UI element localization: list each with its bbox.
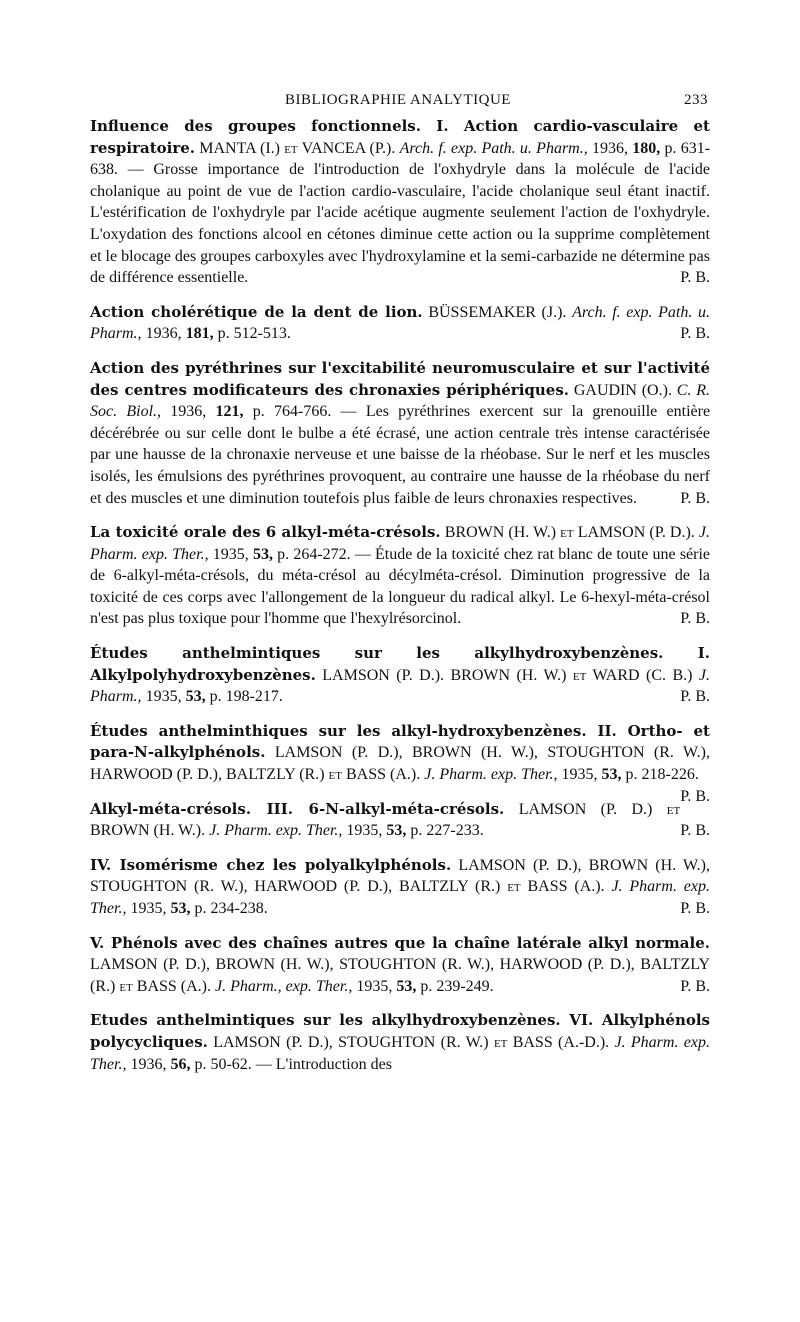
entry-signature: P. B. <box>680 610 710 628</box>
entry-authors: LAMSON (P. D.), STOUGHTON (R. W.) et BASS (A.-D.). <box>213 1033 610 1051</box>
entry-journal: J. Pharm. exp. Ther., <box>209 822 343 840</box>
bibliography-entry <box>90 721 711 805</box>
bibliography-entry <box>90 643 710 708</box>
entry-pages: p. 198-217. <box>209 688 283 706</box>
bibliography-entries <box>90 116 710 1088</box>
running-head <box>88 92 708 114</box>
entry-year: 1936, <box>170 403 207 421</box>
entry-authors: LAMSON (P. D.). BROWN (H. W.) et WARD (C. B.) <box>322 666 693 684</box>
entry-volume: 181, <box>185 325 214 343</box>
entry-authors: GAUDIN (O.). <box>573 381 672 399</box>
entry-volume: 53, <box>396 977 417 995</box>
entry-pages: p. 512-513. <box>217 325 291 343</box>
entry-journal: J. Pharm., exp. Ther., <box>215 977 353 995</box>
entry-volume: 180, <box>632 139 661 157</box>
page-number: 233 <box>684 92 708 108</box>
entry-abstract: — L'introduction des <box>255 1055 392 1073</box>
entry-abstract: — Étude de la toxicité chez rat blanc de toute une série de 6-alkyl-méta-crésols, du méta-crésol au décylméta-crésol. Diminution progressive de la toxicité de ces corps avec l'allongement de la longueur du radical alkyl. Le 6-hexyl-méta-crésol n'est pas plus toxique pour l'homme que l'hexylrésorcinol. <box>90 545 711 628</box>
entry-authors: LAMSON (P. D.), BROWN (H. W.), STOUGHTON (R. W.), HARWOOD (P. D.), BALTZLY (R.) et BASS (A.). <box>90 744 711 784</box>
entry-title: Influence des groupes fonctionnels. I. Action cardio-vasculaire et respiratoire. <box>90 117 710 157</box>
entry-volume: 56, <box>170 1055 191 1073</box>
entry-journal: J. Pharm. exp. Ther., <box>90 524 711 563</box>
entry-signature: P. B. <box>680 787 710 805</box>
entry-year: 1935, <box>212 545 249 563</box>
entry-journal: J. Pharm. exp. Ther., <box>90 878 710 917</box>
entry-authors: MANTA (I.) et VANCEA (P.). <box>199 139 396 157</box>
entry-pages: p. 50-62. <box>194 1055 252 1073</box>
entry-year: 1935, <box>346 822 383 840</box>
entry-volume: 121, <box>215 403 244 421</box>
entry-journal: C. R. Soc. Biol., <box>90 381 711 421</box>
entry-authors: LAMSON (P. D.), BROWN (H. W.), STOUGHTON (R. W.), HARWOOD (P. D.), BALTZLY (R.) et BASS (A.). <box>90 856 711 896</box>
entry-year: 1936, <box>145 325 182 343</box>
entry-signature: P. B. <box>680 489 710 507</box>
entry-journal: J. Pharm., <box>90 666 710 706</box>
entry-pages: p. 227-233. <box>410 822 484 840</box>
entry-pages: p. 234-238. <box>194 900 268 917</box>
entry-volume: 53, <box>386 822 407 840</box>
entry-title: Études anthelmintiques sur les alkylhydroxybenzènes. I. Alkylpolyhydroxybenzènes. <box>90 644 710 684</box>
entry-authors: BROWN (H. W.) et LAMSON (P. D.). <box>444 524 695 542</box>
entry-year: 1936, <box>591 139 628 157</box>
entry-signature: P. B. <box>680 688 710 706</box>
bibliography-entry <box>90 933 710 998</box>
entry-title: Action des pyréthrines sur l'excitabilité neuromusculaire et sur l'activité des centres modificateurs des chronaxies périphériques. <box>90 358 710 399</box>
bibliography-entry <box>90 116 710 289</box>
bibliography-entry <box>90 302 710 345</box>
entry-abstract: — Les pyréthrines exercent sur la grenouille entière décérébrée ou sur celle dont le bulbe a été écrasé, une action centrale très intense caractérisée par une hausse de la chronaxie nerveuse et une baisse de la rhéobase. Sur le nerf et les muscles isolés, les émulsions des pyréthrines provoquent, au contraire une hausse de la rhéobase du nerf et des muscles et une diminution toutefois plus faible de leurs chronaxies respectives. <box>90 403 711 507</box>
entry-authors: BÜSSEMAKER (J.). <box>428 303 567 321</box>
bibliography-entry <box>90 358 710 509</box>
bibliography-entry <box>90 799 710 842</box>
entry-journal: J. Pharm. exp. Ther., <box>424 766 558 784</box>
entry-volume: 53, <box>170 900 191 917</box>
entry-signature: P. B. <box>680 325 710 343</box>
entry-pages: p. 631-638. <box>90 139 711 179</box>
entry-pages: p. 218-226. <box>625 766 699 784</box>
bibliography-entry <box>90 855 710 920</box>
entry-title: Action cholérétique de la dent de lion. <box>90 302 423 321</box>
entry-journal: Arch. f. exp. Path. u. Pharm., <box>399 139 588 157</box>
entry-title: Alkyl-méta-crésols. III. 6-N-alkyl-méta-crésols. <box>90 799 505 818</box>
bibliography-entry <box>90 1010 710 1075</box>
entry-year: 1935, <box>561 766 598 784</box>
entry-volume: 53, <box>601 766 622 784</box>
entry-pages: p. 264-272. <box>277 545 351 563</box>
entry-year: 1935, <box>356 977 393 995</box>
entry-signature: P. B. <box>680 269 710 287</box>
entry-title: V. Phénols avec des chaînes autres que la chaîne latérale alkyl normale. <box>90 933 710 952</box>
entry-year: 1935, <box>145 688 182 706</box>
entry-journal: Arch. f. exp. Path. u. Pharm., <box>90 303 710 343</box>
entry-pages: p. 764-766. <box>252 403 332 421</box>
entry-signature: P. B. <box>680 900 710 917</box>
entry-authors: LAMSON (P. D.), BROWN (H. W.), STOUGHTON (R. W.), HARWOOD (P. D.), BALTZLY (R.) et BASS (A.). <box>90 956 710 995</box>
entry-authors: LAMSON (P. D.) et BROWN (H. W.). <box>90 800 681 840</box>
entry-pages: p. 239-249. <box>420 977 494 995</box>
entry-title: Etudes anthelmintiques sur les alkylhydroxybenzènes. VI. Alkylphénols polycycliques. <box>90 1011 710 1051</box>
entry-year: 1935, <box>130 900 167 917</box>
entry-signature: P. B. <box>680 822 710 840</box>
entry-signature: P. B. <box>680 977 710 995</box>
entry-volume: 53, <box>252 545 273 563</box>
running-title: BIBLIOGRAPHIE ANALYTIQUE <box>285 92 511 108</box>
entry-volume: 53, <box>185 688 206 706</box>
entry-title: IV. Isomérisme chez les polyalkylphénols. <box>90 855 452 874</box>
entry-abstract: — Grosse importance de l'introduction de l'oxhydryle dans la molécule de l'acide cholanique au point de vue de l'action cardio-vasculaire, l'acide cholanique seul étant inactif. L'estérification de l'oxhydryle par l'acide acétique augmente seulement l'action de l'oxhydryle. L'oxydation des fonctions alcool en cétones diminue cette action ou la supprime complètement et le blocage des groupes carboxyles avec l'hydroxylamine et la semi-carbazide ne détermine pas de différence essentielle. <box>90 161 711 287</box>
entry-title: La toxicité orale des 6 alkyl-méta-crésols. <box>90 523 441 542</box>
entry-title: Études anthelminthiques sur les alkyl-hydroxybenzènes. II. Ortho- et para-N-alkylphénols. <box>90 721 710 762</box>
entry-journal: J. Pharm. exp. Ther., <box>90 1033 710 1073</box>
entry-year: 1936, <box>130 1055 167 1073</box>
bibliography-entry <box>90 522 710 630</box>
